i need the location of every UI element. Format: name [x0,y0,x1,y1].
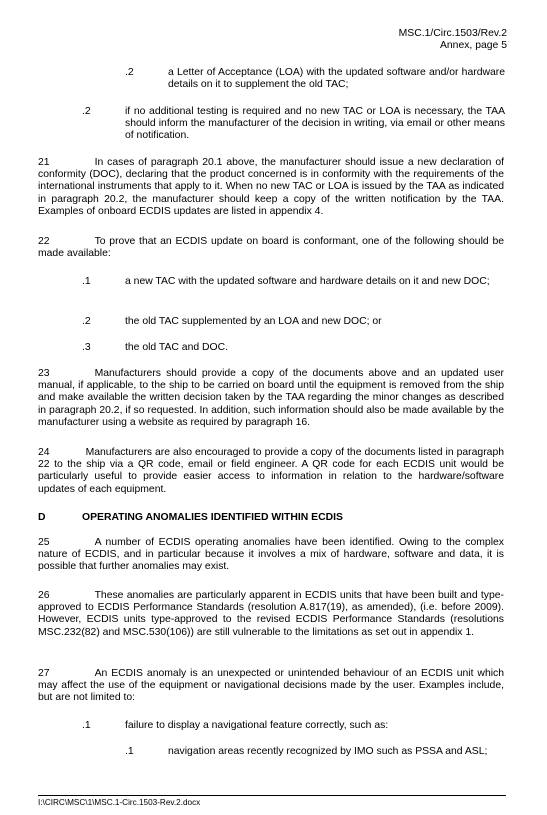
paragraph-26 [38,590,504,639]
page-label: Annex, page 5 [439,40,507,51]
paragraph-number: 22 [38,236,50,247]
paragraph-number: 23 [38,368,50,379]
paragraph-number: 26 [38,590,50,601]
paragraph-23 [38,368,504,429]
paragraph-24 [38,447,504,496]
paragraph-text: Manufacturers are also encouraged to provide a copy of the documents listed in paragraph 22 to the ship via a QR code, email or field engineer. A QR code for each ECDIS unit would be particularly useful to provide easier access to information in relation to the hardware/software updates of each equipment. [38,447,504,495]
item-text: if no additional testing is required and no new TAC or LOA is necessary, the TAA should inform the manufacturer of the decision in writing, via email or other means of notification. [125,106,505,142]
paragraph-27 [38,668,504,705]
document-reference: MSC.1/Circ.1503/Rev.2 [398,28,507,39]
paragraph-text: An ECDIS anomaly is an unexpected or unintended behaviour of an ECDIS unit which may affect the use of the equipment or navigational decisions made by the user. Examples include, but are not limited to: [38,668,504,704]
paragraph-text: To prove that an ECDIS update on board is conformant, one of the following should be made available: [38,236,504,260]
item-text: the old TAC and DOC. [125,342,228,353]
item-number: .3 [82,342,91,353]
item-text: navigation areas recently recognized by IMO such as PSSA and ASL; [168,746,488,757]
paragraph-number: 21 [38,157,50,168]
paragraph-number: 24 [38,447,50,458]
paragraph-text: A number of ECDIS operating anomalies have been identified. Owing to the complex nature of ECDIS, and in particular because it involves a mix of hardware, software and data, it is possible that further anomalies may exist. [38,537,504,573]
paragraph-number: 27 [38,668,50,679]
item-number: .1 [82,276,91,287]
section-title: OPERATING ANOMALIES IDENTIFIED WITHIN ECDIS [82,512,343,523]
paragraph-text: In cases of paragraph 20.1 above, the manufacturer should issue a new declaration of conformity (DOC), declaring that the product concerned is in conformity with the requirements of the international instruments that apply to it. When no new TAC or LOA is issued by the TAA as indicated in paragraph 20.2, the manufacturer should keep a copy of the written notification by the TAA. Examples of onboard ECDIS updates are listed in appendix 4. [38,157,504,217]
item-number: .2 [82,106,91,117]
paragraph-text: These anomalies are particularly apparent in ECDIS units that have been built and type-approved to ECDIS Performance Standards (resolution A.817(19), as amended), (i.e. before 2009). However, ECDIS units type-approved to the revised ECDIS Performance Standards (resolutions MSC.232(82) and MSC.530(106)) are still vulnerable to the limitations as set out in appendix 1. [38,590,504,638]
item-text: a new TAC with the updated software and hardware details on it and new DOC; [125,276,490,287]
section-letter: D [38,512,46,523]
paragraph-text: Manufacturers should provide a copy of the documents above and an updated user manual, if applicable, to the ship to be carried on board until the equipment is removed from the ship and make available the written decision taken by the TAA regarding the minor changes as described in paragraph 20.2, if so requested. In addition, such information should also be made available by the manufacturer using a website as required by paragraph 16. [38,368,504,428]
paragraph-25 [38,537,504,574]
footer-rule [38,795,506,796]
paragraph-21 [38,157,504,218]
paragraph-22 [38,236,504,260]
item-text: a Letter of Acceptance (LOA) with the updated software and/or hardware details on it to supplement the old TAC; [168,67,505,91]
footer-file-path: I:\CIRC\MSC\1\MSC.1-Circ.1503-Rev.2.docx [38,798,201,807]
item-number: .1 [82,720,91,731]
item-number: .2 [82,316,91,327]
item-text: failure to display a navigational feature correctly, such as: [125,720,389,731]
item-number: .2 [125,67,134,78]
item-number: .1 [125,746,134,757]
item-text: the old TAC supplemented by an LOA and new DOC; or [125,316,382,327]
paragraph-number: 25 [38,537,50,548]
